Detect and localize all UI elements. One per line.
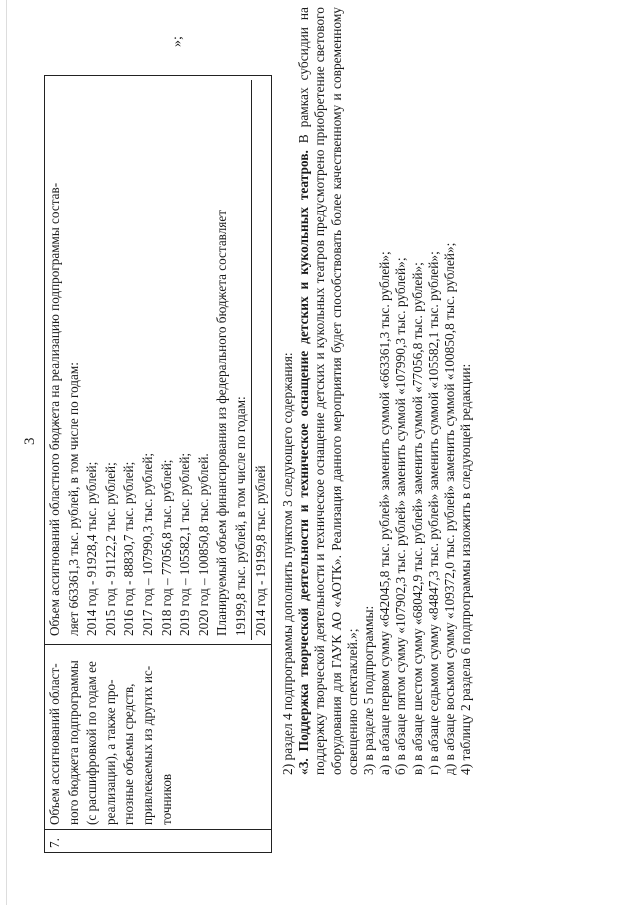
closing-quote: »; [170,36,185,47]
value-line: 2020 год – 100850,8 тыс. рублей. [195,453,211,636]
value-line: 2018 год – 77056,8 тыс. рублей; [158,459,174,636]
table-row [45,76,272,853]
paragraph-item2-quote [296,7,361,797]
page-number: 3 [22,437,38,445]
label-line: (с расшифровкой по годам ее [84,661,100,825]
label-line: реализации), а также про- [102,679,118,825]
label-line: привлекаемых из других ис- [139,665,155,825]
quote-heading: «3. Поддержка творческой деятельности и техническое оснащение детских и кукольных театров. [296,150,312,775]
value-line: 2015 год - 91122,2 тыс. рублей; [102,462,118,636]
row-value-cell [45,76,272,645]
value-line: 2014 год - 91928,4 тыс. рублей; [84,461,100,636]
paragraph-item4: 4) таблицу 2 раздела 6 подпрограммы изложить в следующей редакции: [458,363,474,775]
value-line: 2017 год – 107990,3 тыс. рублей; [139,452,155,636]
paragraph-item2: 2) раздел 4 подпрограммы дополнить пунктом 3 следующего содержания: [280,352,295,775]
row-number: 7. [45,830,272,853]
value-line: Объем ассигнований областного бюджета на реализацию подпрограммы состав- [47,182,62,636]
value-line: 2014 год - 19199,8 тыс. рублей [251,80,271,640]
value-line: 19199,8 тыс. рублей, в том числе по годам: [232,396,248,636]
value-line: 2019 год – 105582,1 тыс. рублей; [177,452,193,636]
quote-body: В рамках субсидии на поддержку творческой деятельности и техническое оснащение детских и кукольных театров предусмотрено приобретение светового оборудования для ГАУК АО «АОТК». Реализация данного мероприятия будет способствовать более качественному и современному освещению спектаклей.»; [296,7,360,775]
label-line: ного бюджета подпрограммы [65,660,81,825]
label-line: точников [158,773,174,825]
value-line: 2016 год - 88830,7 тыс. рублей; [121,461,137,636]
paragraph-item3-a: а) в абзаце первом сумму «642045,8 тыс. рублей» заменить суммой «663361,3 тыс. рублей»; [377,251,393,775]
value-line: Планируемый объем финансирования из федерального бюджета составляет [214,210,230,636]
label-line: гнозные объемы средств, [121,683,137,825]
paragraph-item3-b: б) в абзаце пятом сумму «107902,3 тыс. рублей» заменить суммой «107990,3 тыс. рублей»; [393,257,409,775]
row-label-cell [45,645,272,830]
paragraph-item3-v: в) в абзаце шестом сумму «68042,9 тыс. рублей» заменить суммой «77056,8 тыс. рублей»; [409,262,425,775]
amendments-text [280,7,474,797]
program-table [44,75,272,853]
paragraph-item3-g: г) в абзаце седьмом сумму «84847,3 тыс. рублей» заменить суммой «105582,1 тыс. рублей»; [425,251,441,775]
paragraph-item3: 3) в разделе 5 подпрограммы: [361,605,377,775]
paragraph-item3-d: д) в абзаце восьмом сумму «109372,0 тыс. рублей» заменить суммой «100850,8 тыс. рублей»; [442,242,458,775]
value-line: ляет 663361,3 тыс. рублей, в том числе по годам: [65,362,81,636]
label-line: Объем ассигнований област- [47,663,62,825]
